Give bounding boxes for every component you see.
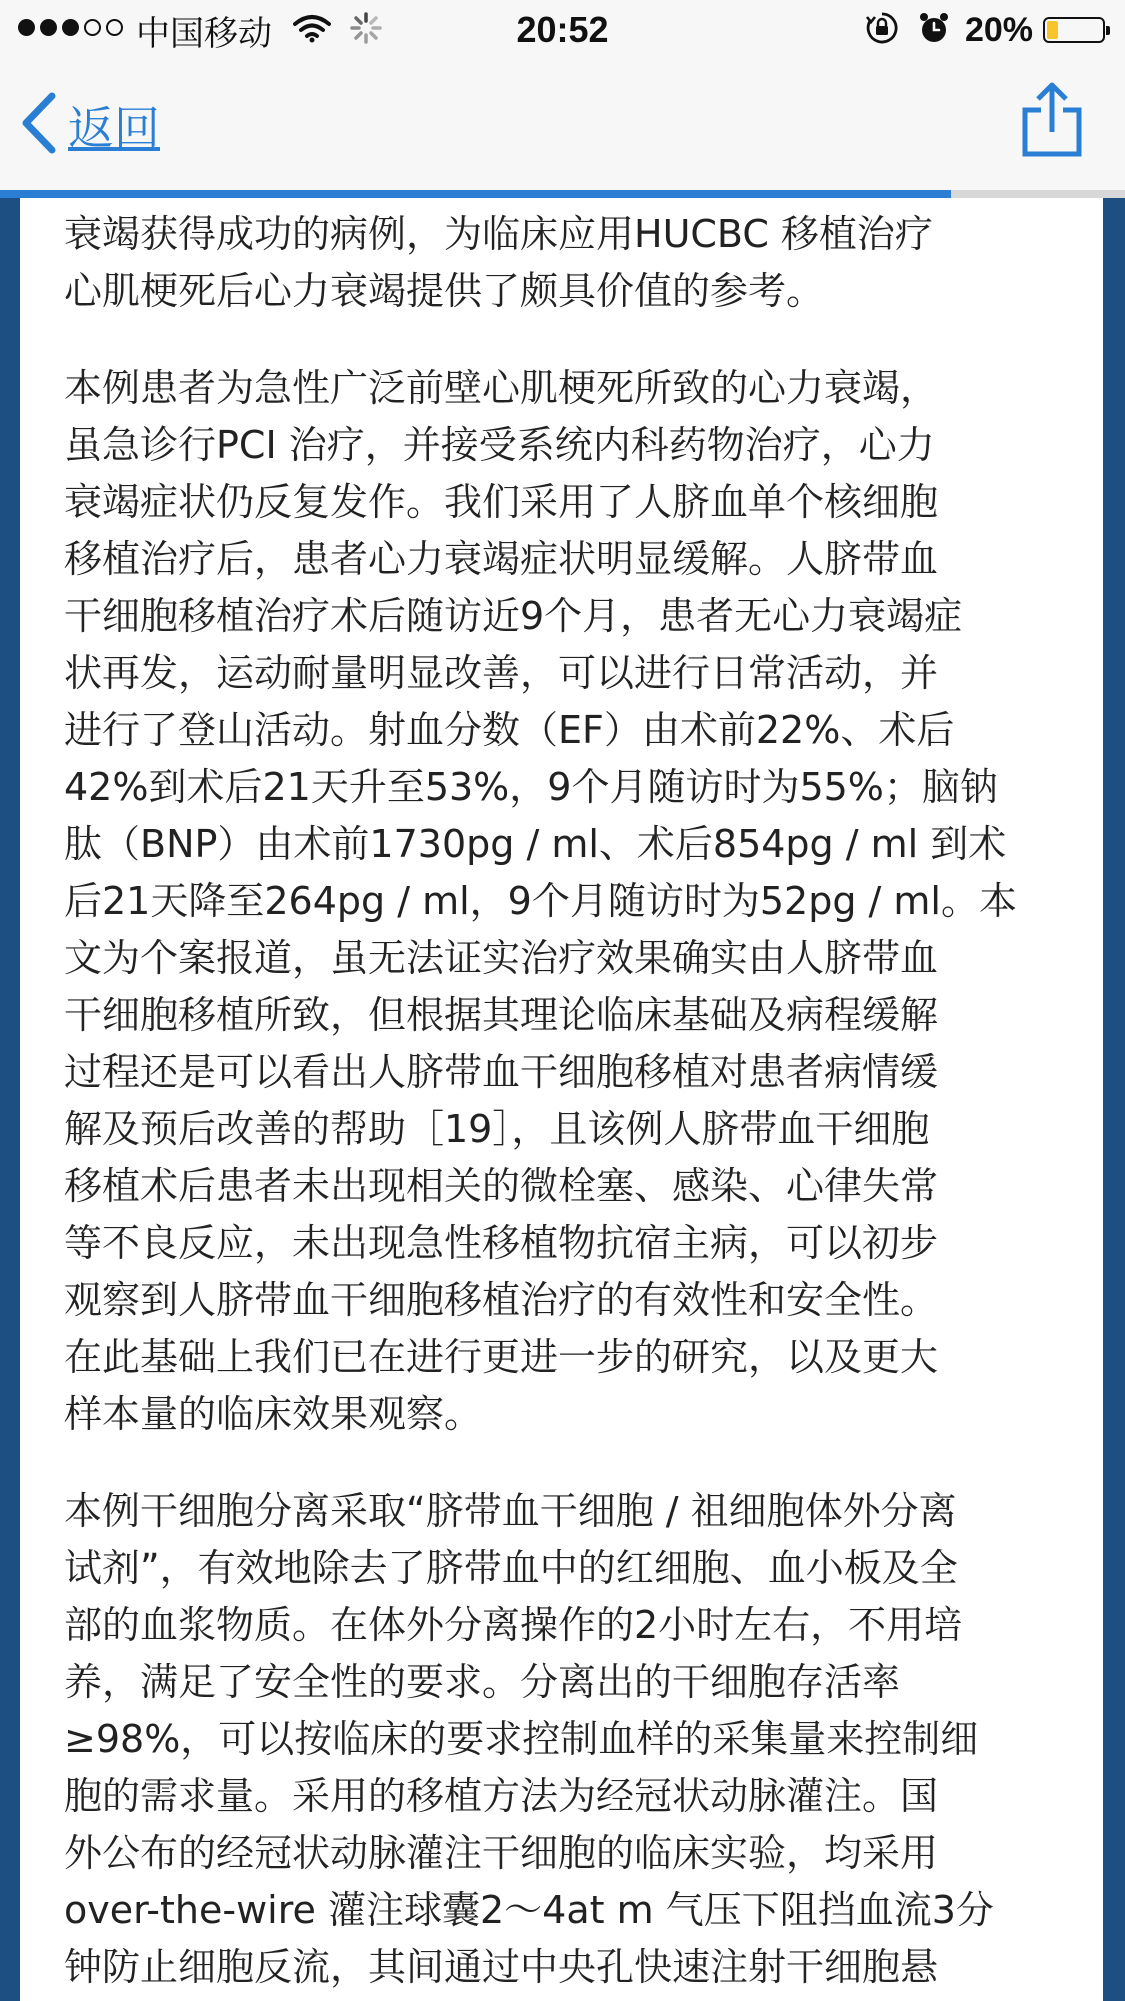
- paragraph-line: 养，满足了安全性的要求。分离出的干细胞存活率: [64, 1660, 901, 1704]
- paragraph-line: 本例患者为急性广泛前壁心肌梗死所致的心力衰竭，: [64, 366, 939, 410]
- rotation-lock-icon: [865, 11, 899, 50]
- paragraph-line: 部的血浆物质。在体外分离操作的2小时左右，不用培: [64, 1603, 963, 1647]
- article-paragraph: [64, 360, 1084, 1443]
- back-button[interactable]: [18, 90, 160, 160]
- article-body: [64, 206, 1084, 2001]
- paragraph-line: 42%到术后21天升至53%，9个月随访时为55%；脑钠: [64, 765, 998, 809]
- navigation-bar: [0, 60, 1125, 190]
- share-button[interactable]: [1019, 82, 1085, 162]
- paragraph-line: 试剂”，有效地除去了脐带血中的红细胞、血小板及全: [64, 1546, 958, 1590]
- paragraph-line: 文为个案报道，虽无法证实治疗效果确实由人脐带血: [64, 936, 939, 980]
- reading-progress-fill: [0, 190, 951, 198]
- paragraph-line: 移植术后患者未出现相关的微栓塞、感染、心律失常: [64, 1164, 939, 1208]
- carrier-name: 中国移动: [136, 13, 272, 54]
- paragraph-line: 后21天降至264pg / ml，9个月随访时为52pg / ml。本: [64, 879, 1017, 923]
- battery-icon: [1043, 17, 1105, 43]
- paragraph-line: 心肌梗死后心力衰竭提供了颇具价值的参考。: [64, 269, 825, 313]
- paragraph-line: ≥98%，可以按临床的要求控制血样的采集量来控制细: [64, 1717, 979, 1761]
- status-right: [865, 8, 1105, 52]
- chevron-left-icon: [18, 90, 58, 160]
- battery-nub: [1106, 26, 1110, 35]
- back-label: 返回: [68, 101, 160, 155]
- paragraph-line: 样本量的临床效果观察。: [64, 1392, 483, 1436]
- paragraph-line: 进行了登山活动。射血分数（EF）由术前22%、术后: [64, 708, 955, 752]
- article-page: [20, 198, 1103, 2001]
- battery-level-fill: [1047, 21, 1058, 39]
- paragraph-line: 胞的需求量。采用的移植方法为经冠状动脉灌注。国: [64, 1774, 939, 1818]
- paragraph-line: 干细胞移植治疗术后随访近9个月，患者无心力衰竭症: [64, 594, 963, 638]
- paragraph-line: 衰竭获得成功的病例，为临床应用HUCBC 移植治疗: [64, 212, 933, 256]
- article-paragraph: [64, 206, 1084, 320]
- paragraph-line: 干细胞移植所致，但根据其理论临床基础及病程缓解: [64, 993, 939, 1037]
- share-icon: [1019, 143, 1085, 162]
- paragraph-line: 肽（BNP）由术前1730pg / ml、术后854pg / ml 到术: [64, 822, 1007, 866]
- paragraph-line: 在此基础上我们已在进行更进一步的研究，以及更大: [64, 1335, 939, 1379]
- paragraph-line: 观察到人脐带血干细胞移植治疗的有效性和安全性。: [64, 1278, 939, 1322]
- paragraph-line: 衰竭症状仍反复发作。我们采用了人脐血单个核细胞: [64, 480, 939, 524]
- paragraph-line: 状再发，运动耐量明显改善，可以进行日常活动，并: [64, 651, 939, 695]
- status-time: 20:52: [516, 9, 609, 50]
- alarm-clock-icon: [917, 11, 951, 50]
- paragraph-line: 过程还是可以看出人脐带血干细胞移植对患者病情缓: [64, 1050, 939, 1094]
- reading-progress-bar: [0, 190, 1125, 198]
- paragraph-line: 虽急诊行PCI 治疗，并接受系统内科药物治疗，心力: [64, 423, 935, 467]
- paragraph-line: 移植治疗后，患者心力衰竭症状明显缓解。人脐带血: [64, 537, 939, 581]
- paragraph-line: 解及预后改善的帮助［19］，且该例人脐带血干细胞: [64, 1107, 930, 1151]
- paragraph-line: 等不良反应，未出现急性移植物抗宿主病，可以初步: [64, 1221, 939, 1265]
- paragraph-line: 钟防止细胞反流，其间通过中央孔快速注射干细胞悬: [64, 1945, 939, 1989]
- article-paragraph: [64, 1483, 1084, 1996]
- battery-percentage: 20%: [964, 10, 1033, 49]
- paragraph-line: 外公布的经冠状动脉灌注干细胞的临床实验，均采用: [64, 1831, 939, 1875]
- status-bar: [0, 0, 1125, 60]
- paragraph-line: over-the-wire 灌注球囊2～4at m 气压下阻挡血流3分: [64, 1888, 994, 1932]
- paragraph-line: 本例干细胞分离采取“脐带血干细胞 / 祖细胞体外分离: [64, 1489, 957, 1533]
